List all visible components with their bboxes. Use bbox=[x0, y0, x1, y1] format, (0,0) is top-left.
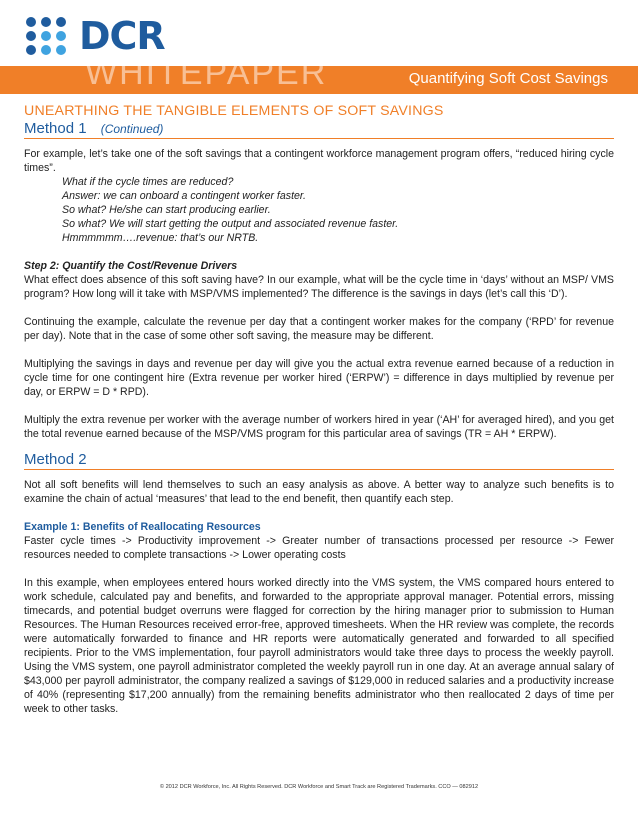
step2-paragraph: Continuing the example, calculate the revenue per day that a contingent worker makes for the company (‘RPD’ for revenue per day). Note that in the case of some other soft saving, the measure may be different. bbox=[24, 316, 614, 342]
example-title: Example 1: Benefits of Reallocating Resources bbox=[24, 521, 261, 533]
logo-text: DCR bbox=[79, 14, 165, 58]
document-body bbox=[24, 104, 614, 716]
question-list bbox=[62, 175, 614, 245]
example-body: In this example, when employees entered hours worked directly into the VMS system, the VMS compared hours entered to work schedule, calculated pay and benefits, and forwarded to the appropriate approval manager. Potential errors, missing timecards, and potential budget overruns were flagged for correction by the hiring manager prior to submission to Human Resources. The Human Resources received error-free, approved timesheets. When the HR review was complete, the records were automatically forwarded to finance and HR reports were automatically generated and forwarded to all specified recipients. Prior to the VMS implementation, four payroll administrators would take three days to process the weekly payroll. Using the VMS system, one payroll administrator completed the weekly payroll run in one day. At an average annual salary of $43,000 per payroll administrator, the company realized a savings of $129,000 in reduced salaries and a productivity increase of 40% (representing $17,200 annually) from the remaining benefits administrator who then reallocated 2 days of time per week to other tasks. bbox=[24, 577, 614, 715]
footer: © 2012 DCR Workforce, Inc. All Rights Reserved. DCR Workforce and Smart Track are Registered Trademarks. CCO — 082912 bbox=[159, 784, 479, 790]
method1-continued: (Continued) bbox=[100, 122, 164, 136]
step2-paragraph: Multiplying the savings in days and revenue per day will give you the actual extra revenue earned because of a reduction in cycle time for one contingent hire (Extra revenue per worker hired (‘ERPW’) = difference in days multiplied by revenue per day, or ERPW = D * RPD). bbox=[24, 358, 614, 398]
method2-title: Method 2 bbox=[24, 453, 614, 470]
method1-intro: For example, let’s take one of the soft savings that a contingent workforce management program offers, “reduced hiring cycle times”. bbox=[24, 148, 614, 174]
logo-dots-icon bbox=[26, 17, 67, 55]
question-item: Hmmmmmm….revenue: that’s our NRTB. bbox=[62, 232, 259, 244]
example-chain: Faster cycle times -> Productivity improvement -> Greater number of transactions processed per resource -> Fewer resources needed to complete transactions -> Lower operating costs bbox=[24, 535, 614, 561]
step2-title: Step 2: Quantify the Cost/Revenue Drivers bbox=[24, 260, 238, 272]
question-item: What if the cycle times are reduced? bbox=[62, 176, 234, 188]
step2-paragraph: What effect does absence of this soft saving have? In our example, what will be the cycle time in ‘days’ without an MSP/ VMS program? How long will it take with MSP/VMS implemented? The difference is the savings in days (let’s call this ‘D’). bbox=[24, 274, 614, 300]
method2-intro: Not all soft benefits will lend themselves to such an easy analysis as above. A better way to analyze such benefits is to examine the chain of actual ‘measures’ that lead to the end benefit, then quantify each step. bbox=[24, 479, 614, 505]
method1-heading bbox=[24, 122, 614, 139]
header-banner bbox=[0, 54, 638, 94]
step2-paragraph: Multiply the extra revenue per worker with the average number of workers hired in year (‘AH’ for averaged hired), and you get the total revenue earned because of the MSP/VMS program for this particular area of savings (TR = AH * ERPW). bbox=[24, 414, 614, 440]
question-item: Answer: we can onboard a contingent worker faster. bbox=[62, 190, 306, 202]
question-item: So what? We will start getting the output and associated revenue faster. bbox=[62, 218, 399, 230]
banner-title: Quantifying Soft Cost Savings bbox=[408, 70, 608, 87]
logo bbox=[26, 14, 165, 58]
banner-watermark: WHITEPAPER bbox=[85, 54, 328, 92]
method1-title: Method 1 bbox=[24, 120, 87, 137]
section-title: UNEARTHING THE TANGIBLE ELEMENTS OF SOFT SAVINGS bbox=[24, 103, 444, 119]
question-item: So what? He/she can start producing earlier. bbox=[62, 204, 271, 216]
